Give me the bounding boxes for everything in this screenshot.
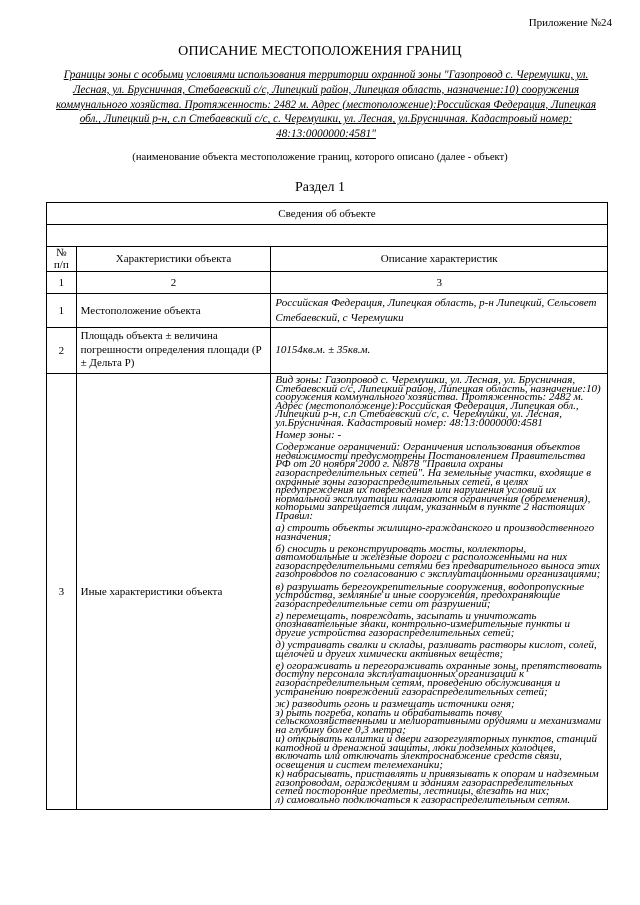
table-empty-row: [47, 225, 608, 247]
row-number: 2: [47, 328, 77, 374]
section-title: Раздел 1: [294, 180, 346, 195]
object-name-block: [46, 68, 606, 142]
restriction-item: г) перемещать, повреждать, засыпать и уничтожать опознавательные знаки, контрольно-измерительные пункты и другие устройства газораспределительных сетей;: [275, 609, 571, 640]
row-characteristic: Местоположение объекта: [76, 294, 271, 328]
row-description-restrictions: [271, 374, 608, 810]
restriction-item: в) разрушать берегоукрепительные сооружения, водопропускные устройства, земляные и иные сооружения, предохраняющие газораспределительные сети от разрушений;: [275, 580, 585, 610]
object-name-text: Границы зоны с особыми условиями использования территории охранной зоны "Газопровод с. Черемушки, ул. Лесная, ул. Брусничная, Стебаевский с/с, Липецкий район, Липецкая область, назначение:10) сооружения коммунального хозяйства. Протяженность: 2482 м. Адрес (местоположение):Российская Федерация, Липецкая обл., Липецкий р-н, с.п Стебаевский с/с, с. Черемушки, ул. Лесная, ул.Брусничная. Кадастровый номер: 48:13:0000000:4581": [55, 69, 597, 141]
row-characteristic: Иные характеристики объекта: [76, 374, 271, 810]
restriction-item: б) сносить и реконструировать мосты, коллекторы, автомобильные и железные дороги с расположенными на них газораспределительными сетями без предварительного выноса этих газопроводов по согласованию с эксплуатационными организациями;: [275, 542, 601, 581]
restriction-item: а) строить объекты жилищно-гражданского и производственного назначения;: [275, 522, 595, 543]
col-header-characteristic: Характеристики объекта: [76, 247, 271, 272]
col-header-description: Описание характеристик: [271, 247, 608, 272]
restriction-item: ж) разводить огонь и размещать источники огня;: [275, 697, 515, 710]
restriction-item: л) самовольно подключаться к газораспределительным сетям.: [275, 794, 571, 807]
document-title: ОПИСАНИЕ МЕСТОПОЛОЖЕНИЯ ГРАНИЦ: [178, 44, 462, 59]
col-header-number: № п/п: [47, 247, 77, 272]
zone-type-paragraph: Вид зоны: Газопровод с. Черемушки, ул. Лесная, ул. Брусничная, Стебаевский с/с, Липецкий район, Липецкая область, назначение:10) сооружения коммунального хозяйства. Протяженность: 2482 м. Адрес (местоположение):Российская Федерация, Липецкая обл., Липецкий р-н, с.п Стебаевский с/с, с. Черемушки, ул. Лесная, ул.Брусничная. Кадастровый номер: 48:13:0000000:4581: [275, 374, 601, 429]
row-description: Российская Федерация, Липецкая область, р-н Липецкий, Сельсовет Стебаевский, с Черемушки: [271, 294, 608, 328]
restriction-item: з) рыть погреба, копать и обрабатывать почву сельскохозяйственными и мелиоративными орудиями и механизмами на глубину более 0,3 метра;: [275, 706, 601, 736]
row-number: 3: [47, 374, 77, 810]
zone-number-paragraph: Номер зоны: -: [275, 429, 342, 442]
restriction-item: д) устраивать свалки и склады, разливать растворы кислот, солей, щелочей и других химически активных веществ;: [275, 639, 597, 660]
object-name-caption: (наименование объекта местоположение границ, которого описано (далее - объект): [132, 152, 508, 163]
restriction-item: и) открывать калитки и двери газорегуляторных пунктов, станций катодной и дренажной защиты, люки подземных колодцев, включать или отключать электроснабжение средств связи, освещения и систем телемеханики;: [275, 733, 598, 771]
col-number-3: 3: [271, 272, 608, 294]
object-info-table: [46, 202, 608, 810]
row-number: 1: [47, 294, 77, 328]
row-description: 10154кв.м. ± 35кв.м.: [271, 328, 608, 374]
table-heading: Сведения об объекте: [47, 203, 608, 225]
table-row: [47, 294, 608, 328]
table-row: [47, 328, 608, 374]
restriction-item: е) огораживать и перегораживать охранные зоны, препятствовать доступу персонала эксплуатационных организаций к газораспределительным сетям, проведению обслуживания и устранению повреждений газораспределительных сетей;: [275, 659, 602, 698]
appendix-label: Приложение №24: [528, 17, 612, 29]
table-row: [47, 374, 608, 810]
row-characteristic: Площадь объекта ± величина погрешности определения площади (Р ± Дельта Р): [76, 328, 271, 374]
col-number-1: 1: [47, 272, 77, 294]
col-number-2: 2: [76, 272, 271, 294]
restriction-item: к) набрасывать, приставлять и привязывать к опорам и надземным газопроводам, ограждениям и зданиям газораспределительных сетей посторонние предметы, лестницы, влезать на них;: [275, 767, 599, 798]
restrictions-intro-paragraph: Содержание ограничений: Ограничения использования объектов недвижимости предусмотрены Постановлением Правительства РФ от 20 ноября 2000 г. №878 "Правила охраны газораспределительных сетей". На земельные участки, входящие в охранные зоны газораспределительных сетей, в целях предупреждения их повреждения или нарушения условий их нормальной эксплуатации налагаются ограничения (обременения), которыми запрещается лицам, указанным в пункте 2 настоящих Правил:: [275, 441, 592, 522]
